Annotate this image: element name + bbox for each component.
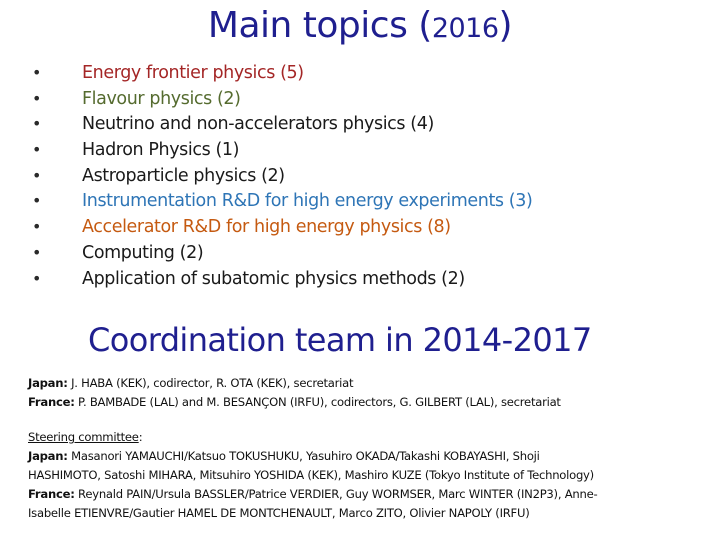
japan-label: Japan:: [28, 376, 68, 390]
steering-japan-line2: HASHIMOTO, Satoshi MIHARA, Mitsuhiro YOSHIDA (KEK), Mashiro KUZE (Tokyo Institute of Technology): [28, 468, 594, 482]
coordination-france: [28, 393, 704, 412]
steering-japan-text1: Masanori YAMAUCHI/Katsuo TOKUSHUKU, Yasuhiro OKADA/Takashi KOBAYASHI, Shoji: [67, 449, 540, 463]
topic-text: Instrumentation R&D for high energy experiments (3): [82, 191, 533, 212]
title-main: Main topics (: [207, 5, 432, 46]
topic-text: Accelerator R&D for high energy physics (8): [82, 217, 451, 238]
topic-item: [30, 137, 710, 163]
topic-text: Computing (2): [82, 242, 204, 263]
bullet: •: [32, 217, 42, 237]
topic-item: [30, 111, 710, 137]
steering-japan-label: Japan:: [28, 449, 68, 463]
steering-committee-block: [28, 428, 704, 523]
france-label: France:: [28, 395, 75, 409]
coordination-block: [28, 374, 704, 412]
bullet: •: [32, 88, 42, 108]
japan-text: J. HABA (KEK), codirector, R. OTA (KEK), secretariat: [67, 376, 354, 390]
topic-item: [30, 188, 710, 214]
bullet: •: [32, 268, 42, 288]
steering-header-suffix: :: [138, 430, 143, 444]
france-text: P. BAMBADE (LAL) and M. BESANÇON (IRFU), codirectors, G. GILBERT (LAL), secretariat: [74, 395, 561, 409]
coordination-japan: [28, 374, 704, 393]
steering-header: Steering committee: [28, 430, 139, 444]
slide-title: [0, 4, 720, 51]
bullet: •: [32, 114, 42, 134]
coordination-team-heading: Coordination team in 2014-2017: [88, 321, 592, 359]
topic-text: Neutrino and non-accelerators physics (4): [82, 114, 434, 135]
bullet: •: [32, 191, 42, 211]
bullet: •: [32, 140, 42, 160]
topic-item: [30, 266, 710, 292]
topic-text: Astroparticle physics (2): [82, 165, 285, 186]
steering-heading: [28, 428, 704, 447]
topic-item: [30, 240, 710, 266]
steering-japan-line1: [28, 447, 704, 466]
topics-list: [30, 60, 710, 291]
steering-france-line1: [28, 485, 704, 504]
topic-text: Hadron Physics (1): [82, 140, 240, 161]
topic-item: [30, 214, 710, 240]
bullet: •: [32, 165, 42, 185]
topic-item: [30, 86, 710, 112]
steering-france-line2: Isabelle ETIENVRE/Gautier HAMEL DE MONTCHENAULT, Marco ZITO, Olivier NAPOLY (IRFU): [28, 506, 530, 520]
topic-text: Application of subatomic physics methods (2): [82, 268, 465, 289]
topic-item: [30, 60, 710, 86]
steering-france-text1: Reynald PAIN/Ursula BASSLER/Patrice VERDIER, Guy WORMSER, Marc WINTER (IN2P3), Anne-: [74, 487, 598, 501]
bullet: •: [32, 242, 42, 262]
topic-text: Energy frontier physics (5): [82, 63, 304, 83]
steering-france-label: France:: [28, 487, 75, 501]
topic-text: Flavour physics (2): [82, 88, 241, 109]
bullet: •: [32, 63, 42, 82]
title-close: ): [498, 5, 513, 46]
title-year: 2016: [431, 13, 499, 44]
topic-item: [30, 163, 710, 189]
